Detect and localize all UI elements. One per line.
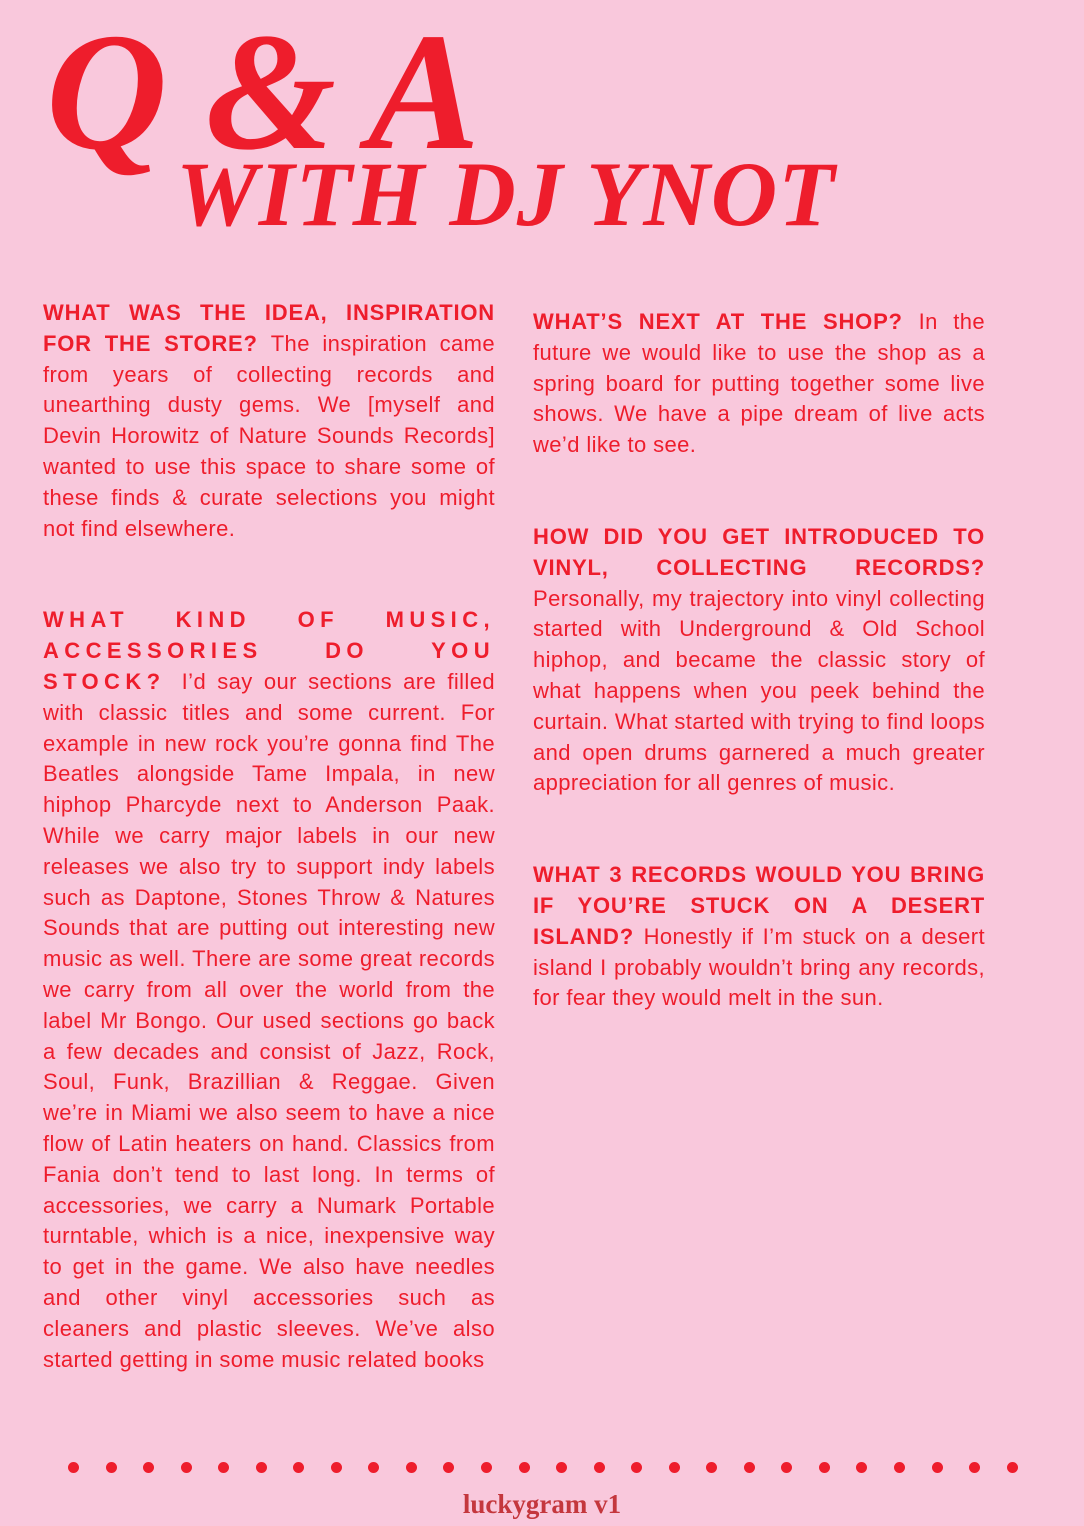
divider-dot — [781, 1462, 792, 1473]
divider-dot — [819, 1462, 830, 1473]
divider-dot — [331, 1462, 342, 1473]
divider-dot — [669, 1462, 680, 1473]
question: WHAT KIND OF MUSIC, ACCESSORIES DO YOU STOCK? — [43, 607, 495, 694]
divider-dot — [406, 1462, 417, 1473]
divider-dot — [181, 1462, 192, 1473]
divider-dot — [969, 1462, 980, 1473]
qa-introduced-to-vinyl — [533, 522, 985, 799]
divider-dot — [631, 1462, 642, 1473]
divider-dot — [706, 1462, 717, 1473]
question: WHAT 3 RECORDS WOULD YOU BRING IF YOU’RE STUCK ON A DESERT ISLAND? — [533, 862, 985, 949]
page-subtitle: WITH DJ YNOT — [176, 143, 836, 245]
divider-dot — [293, 1462, 304, 1473]
answer: The inspiration came from years of collecting records and unearthing dusty gems. We [myself and Devin Horowitz of Nature Sounds Records] wanted to use this space to share some of these finds & curate selections you might not find elsewhere. — [43, 330, 495, 541]
answer: Honestly if I’m stuck on a desert island I probably wouldn’t bring any records, for fear they would melt in the sun. — [533, 923, 985, 1011]
divider-dot — [106, 1462, 117, 1473]
divider-dot — [481, 1462, 492, 1473]
footer-brand: luckygram v1 — [462, 1489, 622, 1519]
divider-dot — [894, 1462, 905, 1473]
divider-dot — [443, 1462, 454, 1473]
qa-desert-island — [533, 860, 985, 1014]
question: WHAT WAS THE IDEA, INSPIRATION FOR THE STORE? — [43, 300, 495, 356]
page-title: Q & A — [46, 0, 478, 185]
answer: In the future we would like to use the shop as a spring board for putting together some live shows. We have a pipe dream of live acts we’d like to see. — [533, 309, 986, 458]
divider-dot — [744, 1462, 755, 1473]
divider-dot — [519, 1462, 530, 1473]
qa-idea-inspiration — [43, 298, 495, 544]
divider-dot — [218, 1462, 229, 1473]
question: HOW DID YOU GET INTRODUCED TO VINYL, COLLECTING RECORDS? — [533, 523, 985, 580]
divider-dot — [68, 1462, 79, 1473]
question: WHAT’S NEXT AT THE SHOP? — [533, 309, 919, 334]
divider-dot — [856, 1462, 867, 1473]
divider-dot — [256, 1462, 267, 1473]
divider-dot — [932, 1462, 943, 1473]
qa-whats-next — [533, 307, 985, 461]
divider-dot — [556, 1462, 567, 1473]
answer: I’d say our sections are filled with classic titles and some current. For example in new rock you’re gonna find The Beatles alongside Tame Impala, in new hiphop Pharcyde next to Anderson Paak. While we carry major labels in our new releases we also try to support indy labels such as Daptone, Stones Throw & Natures Sounds that are putting out interesting new music as well. There are some great records we carry from all over the world from the label Mr Bongo. Our used sections go back a few decades and consist of Jazz, Rock, Soul, Funk, Brazillian & Reggae. Given we’re in Miami we also seem to have a nice flow of Latin heaters on hand. Classics from Fania don’t tend to last long. In terms of accessories, we carry a Numark Portable turntable, which is a nice, inexpensive way to get in the game. We also have needles and other vinyl accessories such as cleaners and plastic sleeves. We’ve also started getting in some music related books — [43, 668, 495, 1372]
left-column — [43, 298, 495, 1375]
dotted-divider — [68, 1459, 1018, 1475]
divider-dot — [368, 1462, 379, 1473]
divider-dot — [1007, 1462, 1018, 1473]
qa-music-accessories — [43, 605, 495, 1375]
right-column — [533, 307, 985, 1014]
divider-dot — [143, 1462, 154, 1473]
divider-dot — [594, 1462, 605, 1473]
answer: Personally, my trajectory into vinyl collecting started with Underground & Old School hiphop, and became the classic story of what happens when you peek behind the curtain. What started with trying to find loops and open drums garnered a much greater appreciation for all genres of music. — [533, 585, 985, 796]
